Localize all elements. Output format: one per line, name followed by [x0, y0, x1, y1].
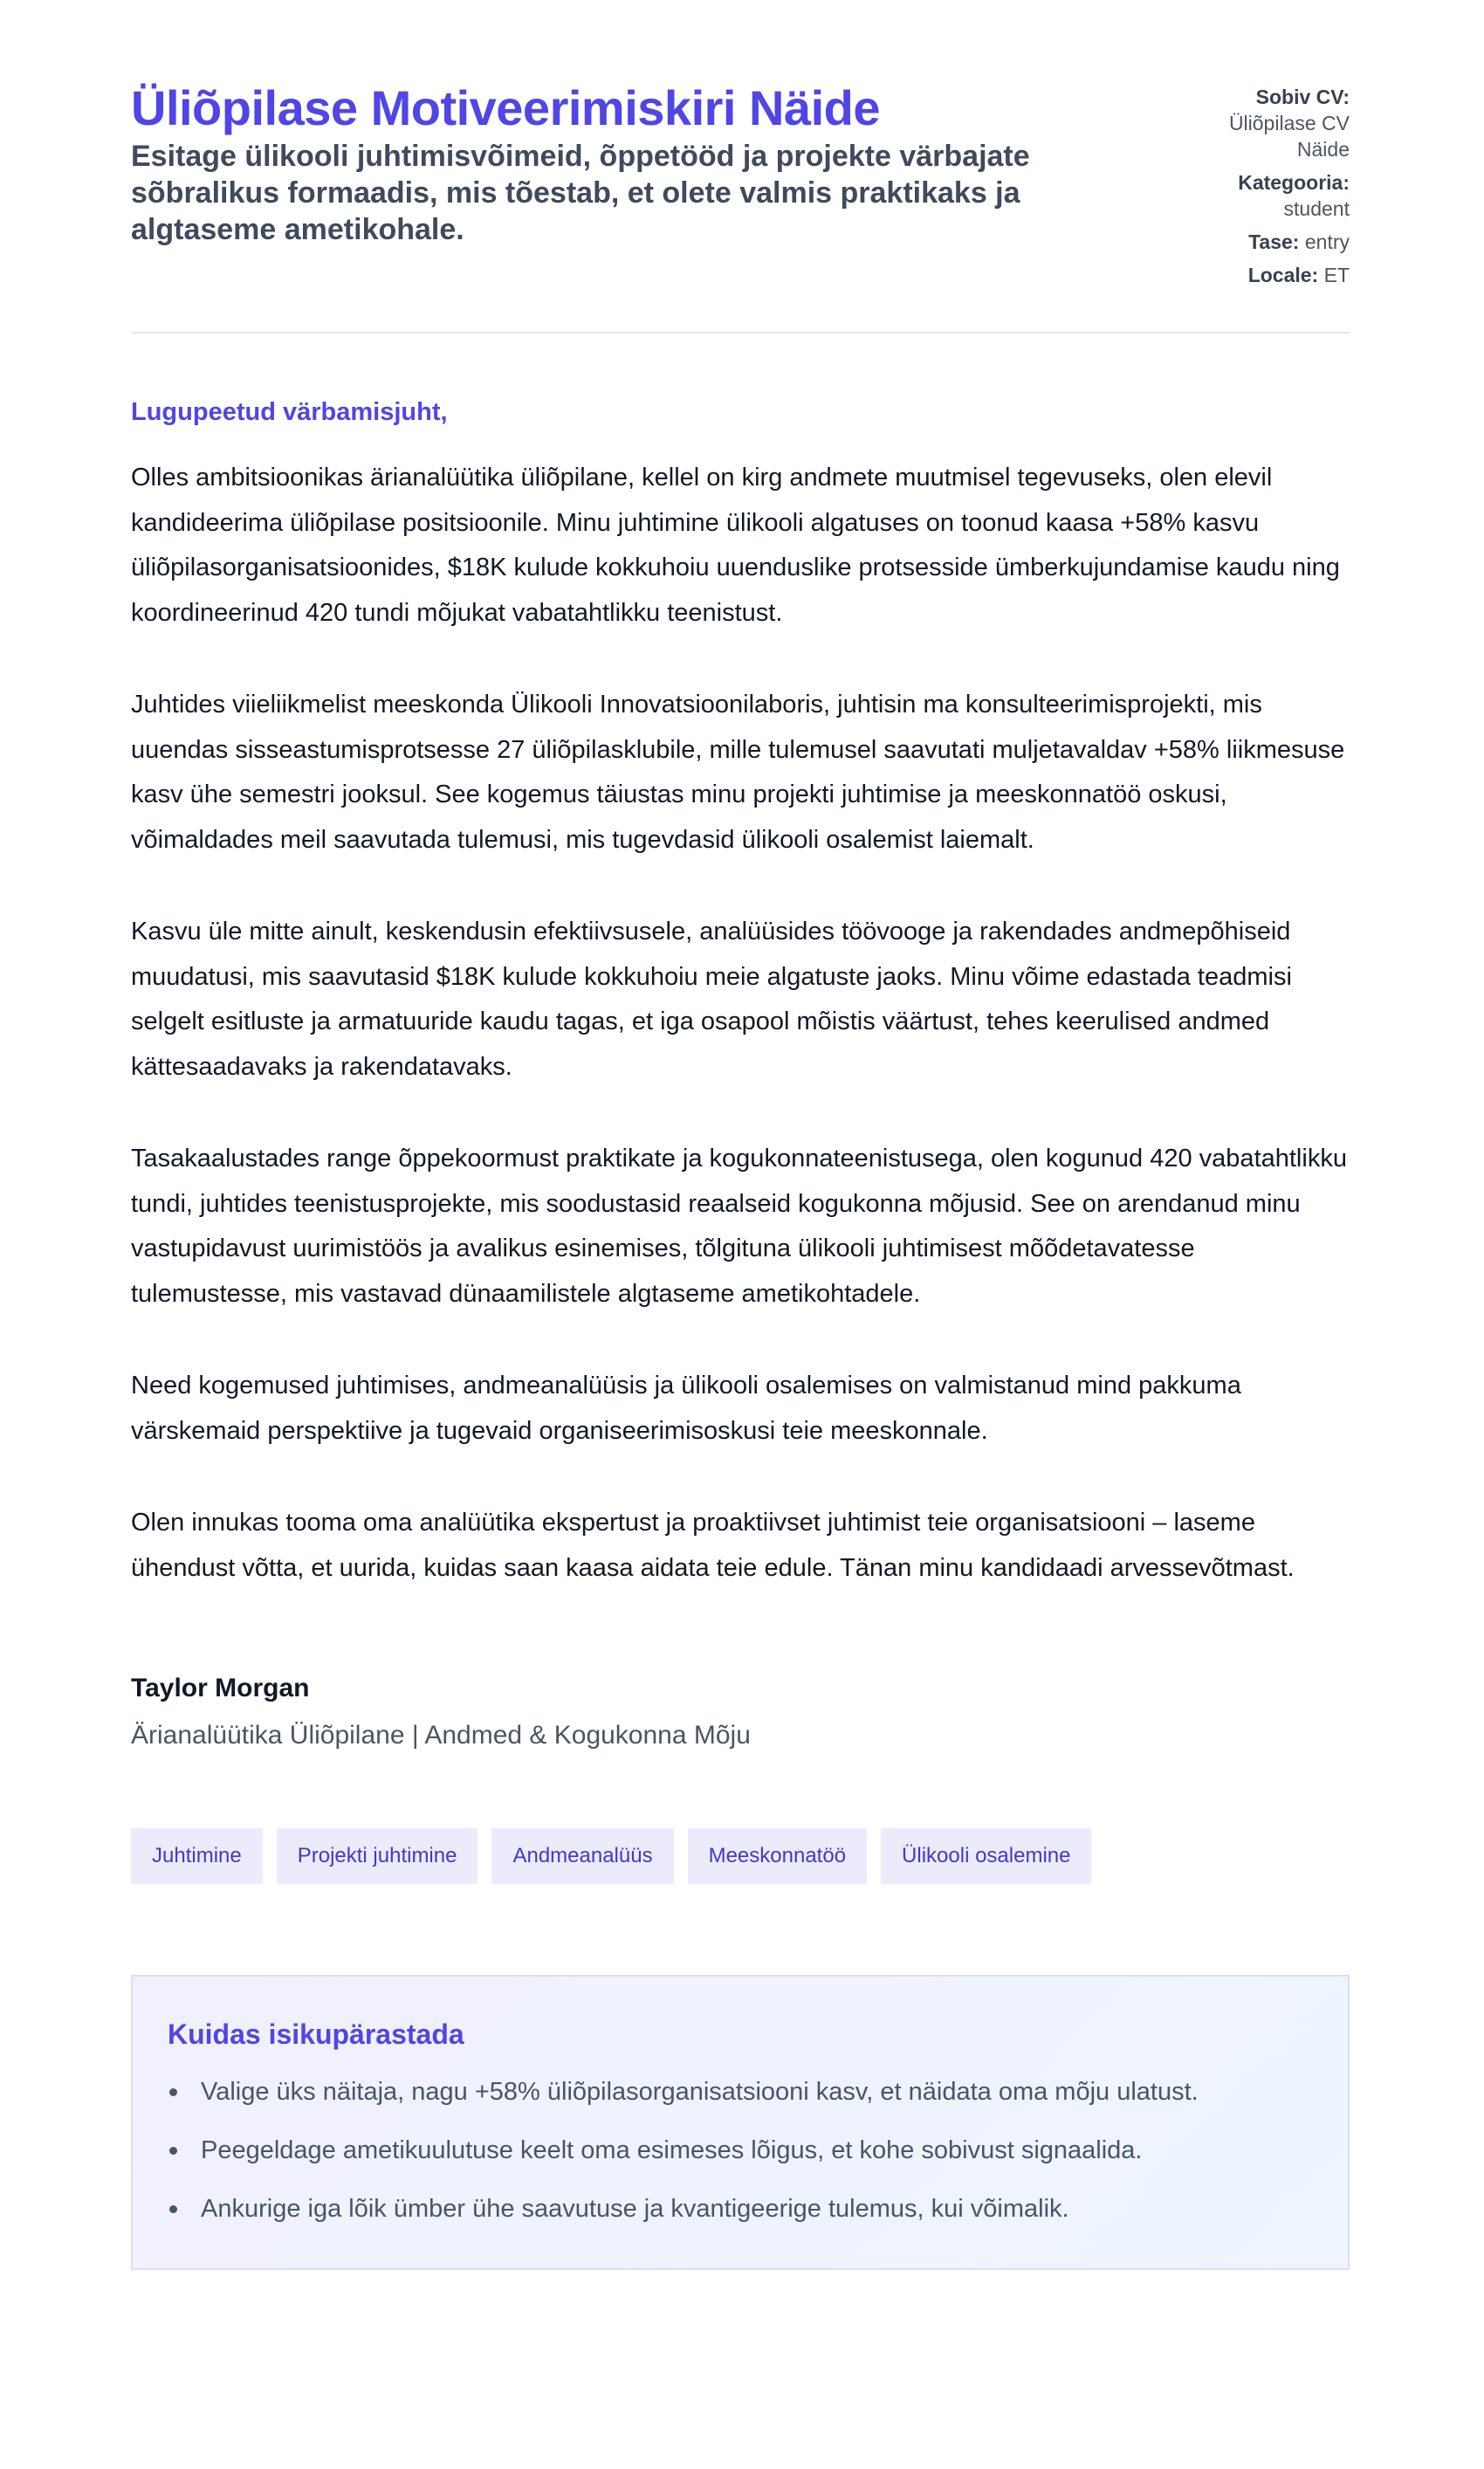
tips-heading: Kuidas isikupärastada [168, 2019, 464, 2050]
tips-item-text: Valige üks näitaja, nagu +58% üliõpilasorganisatsiooni kasv, et näidata oma mõju ulatust. [201, 2078, 1199, 2106]
signature-name: Taylor Morgan [131, 1674, 310, 1702]
bullet-icon [169, 2205, 177, 2213]
meta-resume [1201, 84, 1350, 162]
signature-block [131, 1671, 1350, 1753]
letter-paragraph: Tasakaalustades range õppekoormust praktikate ja kogukonnateenistusega, olen kogunud 420 vabatahtlikku tundi, juhtides teenistusprojekte, mis soodustasid reaalseid kogukonna mõjusid. See on arendanud minu vastupidavust uurimistöös ja avalikus esinemises, tõlgituna ülikooli juhtimisest mõõdetavatesse tulemustesse, mis vastavad dünaamilistele algtaseme ametikohtadele. [131, 1145, 1347, 1308]
page-header [131, 80, 1350, 334]
meta-label: Tase: [1248, 230, 1300, 253]
tips-item-text: Peegeldage ametikuulutuse keelt oma esimeses lõigus, et kohe sobivust signaalida. [201, 2136, 1143, 2164]
meta-label: Locale: [1247, 264, 1319, 286]
tips-item [168, 2074, 1313, 2109]
letter-paragraph: Kasvu üle mitte ainult, keskendusin efektiivsusele, analüüsides töövooge ja rakendades andmepõhiseid muudatusi, mis saavutasid $18K kulude kokkuhoiu meie algatuste jaoks. Minu võime edastada teadmisi selgelt esitluste ja armatuuride kaudu tagas, et iga osapool mõistis väärtust, tehes keerulised andmed kättesaadavaks ja rakendatavaks. [131, 918, 1292, 1081]
meta-value: ET [1323, 264, 1350, 286]
meta-level [1201, 229, 1350, 255]
skill-tag: Juhtimine [131, 1828, 263, 1884]
skill-tag: Projekti juhtimine [277, 1828, 478, 1884]
skill-tag: Meeskonnatöö [688, 1828, 867, 1884]
skill-tag: Andmeanalüüs [491, 1828, 673, 1884]
tips-list [168, 2074, 1313, 2226]
letter-paragraph: Olles ambitsioonikas ärianalüütika üliõpilane, kellel on kirg andmete muutmisel tegevuseks, olen elevil kandideerima üliõpilase positsioonile. Minu juhtimine ülikooli algatuses on toonud kaasa +58% kasvu üliõpilasorganisatsioonides, $18K kulude kokkuhoiu uuenduslike protsesside ümberkujundamise kaudu ning koordineerinud 420 tundi mõjukat vabatahtlikku teenistust. [131, 464, 1340, 627]
meta-value: Üliõpilase CV Näide [1228, 112, 1350, 161]
skill-tags [131, 1828, 1350, 1884]
page-title: Üliõpilase Motiveerimiskiri Näide [131, 80, 881, 135]
meta-value: student [1283, 197, 1350, 220]
letter-body [131, 395, 1350, 1591]
cover-letter-page [131, 0, 1350, 2270]
tips-item-text: Ankurige iga lõik ümber ühe saavutuse ja kvantigeerige tulemus, kui võimalik. [201, 2195, 1069, 2223]
tips-item [168, 2191, 1313, 2226]
signature-title: Ärianalüütika Üliõpilane | Andmed & Kogukonna Mõju [131, 1721, 751, 1750]
tips-item [168, 2133, 1313, 2168]
header-main [131, 80, 1117, 248]
page-subtitle: Esitage ülikooli juhtimisvõimeid, õppetööd ja projekte värbajate sõbralikus formaadis, mis tõestab, et olete valmis praktikaks ja algtaseme ametikohale. [131, 140, 1030, 246]
meta-value: entry [1304, 230, 1350, 253]
bullet-icon [169, 2147, 177, 2155]
meta-label: Sobiv CV: [1255, 86, 1350, 108]
letter-paragraph: Need kogemused juhtimises, andmeanalüüsis ja ülikooli osalemises on valmistanud mind pakkuma värskemaid perspektiive ja tugevaid organiseerimisoskusi teie meeskonnale. [131, 1372, 1241, 1445]
letter-paragraph: Juhtides viieliikmelist meeskonda Ülikooli Innovatsioonilaboris, juhtisin ma konsulteerimisprojekti, mis uuendas sisseastumisprotsesse 27 üliõpilasklubile, mille tulemusel saavutati muljetavaldav +58% liikmesuse kasv ühe semestri jooksul. See kogemus täiustas minu projekti juhtimise ja meeskonnatöö oskusi, võimaldades meil saavutada tulemusi, mis tugevdasid ülikooli osalemist laiemalt. [131, 691, 1345, 854]
meta-panel [1201, 80, 1350, 295]
skill-tag: Ülikooli osalemine [881, 1828, 1091, 1884]
letter-greeting: Lugupeetud värbamisjuht, [131, 398, 448, 426]
meta-label: Kategooria: [1238, 171, 1350, 194]
bullet-icon [169, 2088, 177, 2096]
letter-paragraph: Olen innukas tooma oma analüütika ekspertust ja proaktiivset juhtimist teie organisatsiooni – laseme ühendust võtta, et uurida, kuidas saan kaasa aidata teie edule. Tänan minu kandidaadi arvessevõtmast. [131, 1509, 1295, 1582]
personalization-tips [131, 1975, 1350, 2270]
meta-locale [1201, 262, 1350, 288]
meta-category [1201, 169, 1350, 222]
